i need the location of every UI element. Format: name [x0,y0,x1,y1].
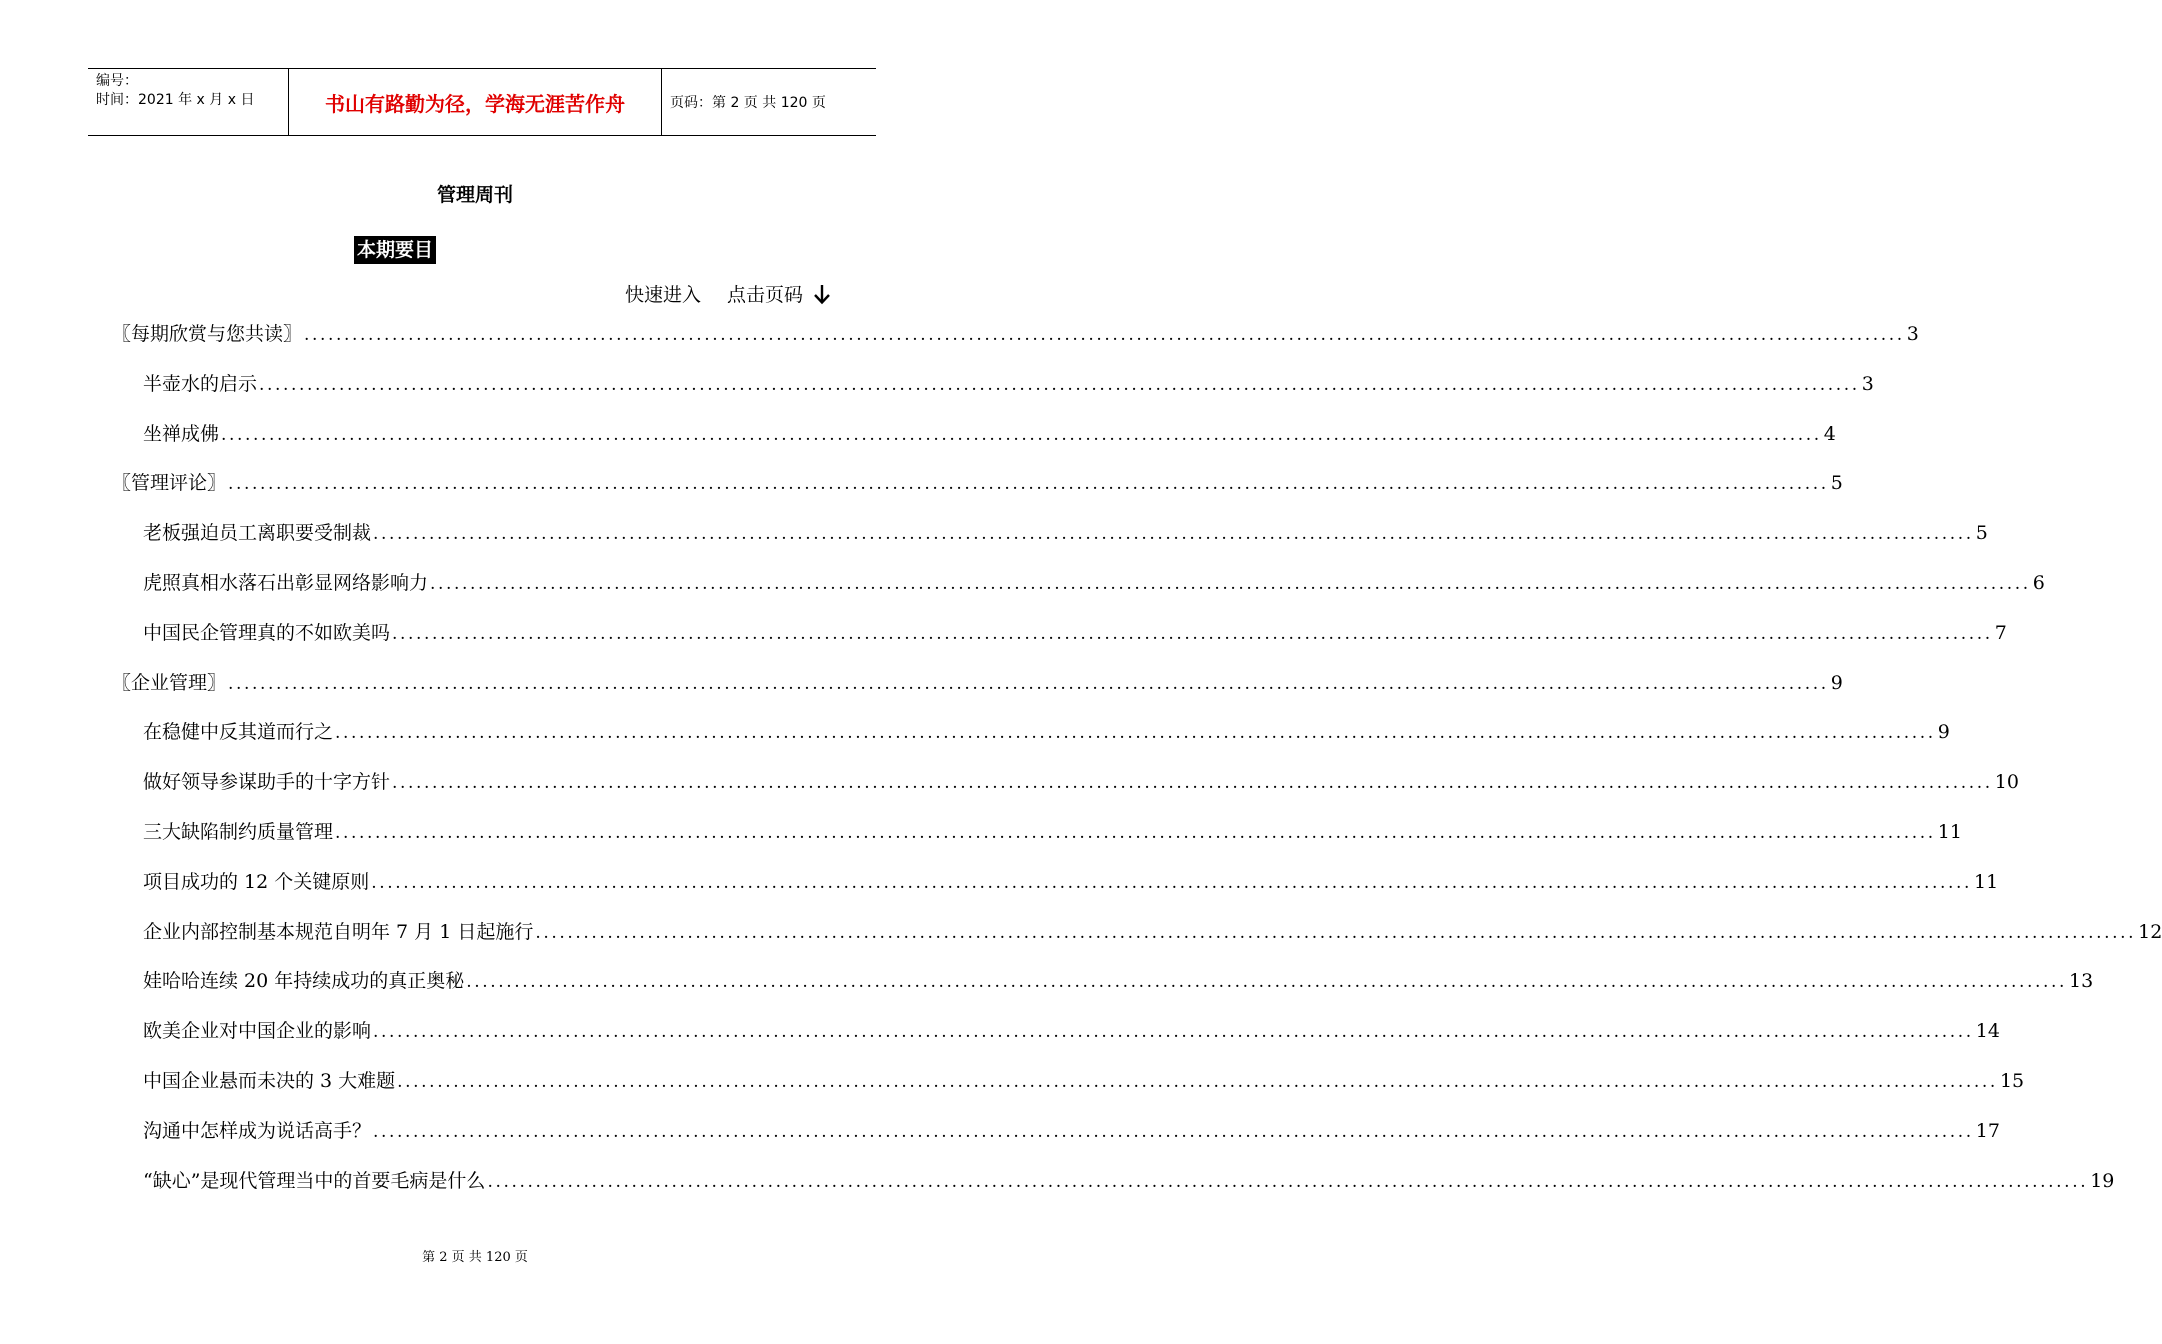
toc-dot-leader: ........................................................................................................................................................................................................ [373,524,1974,545]
toc-entry-title[interactable]: 虎照真相水落石出彰显网络影响力 [143,571,429,594]
header-time-label: 时间：2021 年 x 月 x 日 [96,92,255,108]
toc-entry-title[interactable]: 欧美企业对中国企业的影响 [143,1020,372,1043]
toc-entry-title[interactable]: 中国民企管理真的不如欧美吗 [143,621,391,644]
toc-entry-page[interactable]: 9 [1937,721,1950,744]
toc-entry[interactable] [112,1107,2000,1157]
toc-entry[interactable] [112,509,1988,559]
toc-entry-title[interactable]: 项目成功的 12 个关键原则 [143,870,370,893]
toc-entry[interactable] [112,908,2162,958]
toc-entry[interactable] [112,609,2007,659]
toc-entry-page[interactable]: 4 [1823,422,1836,445]
toc-entry[interactable] [112,957,2094,1007]
toc-entry[interactable] [112,1057,2025,1107]
toc-entry-title[interactable]: 三大缺陷制约质量管理 [143,820,334,843]
header-table [88,68,876,136]
arrow-down-icon [813,283,831,305]
quick-nav-click-page: 点击页码 [727,284,804,306]
toc-entry-page[interactable]: 15 [1999,1069,2025,1092]
toc-dot-leader: ........................................................................................................................................................................................................ [304,325,1905,345]
document-title: 管理周刊 [436,184,513,206]
toc-entry[interactable] [112,758,2019,808]
table-of-contents [112,310,2162,1206]
toc-entry-page[interactable]: 12 [2138,920,2162,943]
toc-dot-leader: ........................................................................................................................................................................................................ [259,374,1860,395]
toc-dot-leader: ........................................................................................................................................................................................................ [535,922,2137,943]
toc-entry[interactable] [112,410,1836,460]
toc-dot-leader: ........................................................................................................................................................................................................ [397,1071,1998,1092]
toc-entry-title[interactable]: 〖管理评论〗 [112,472,227,495]
toc-entry-page[interactable]: 3 [1861,372,1874,395]
quick-nav-enter: 快速进入 [625,284,702,306]
header-number-label: 编号： [96,73,138,89]
toc-dot-leader: ........................................................................................................................................................................................................ [228,673,1829,694]
toc-entry-page[interactable]: 9 [1830,671,1843,694]
toc-dot-leader: ........................................................................................................................................................................................................ [373,1121,1974,1142]
header-meta [88,69,288,135]
toc-entry-page[interactable]: 11 [1974,870,1999,893]
quick-nav [625,280,831,307]
toc-entry-page[interactable]: 5 [1975,522,1988,545]
toc-dot-leader: ........................................................................................................................................................................................................ [335,822,1936,843]
toc-dot-leader: ........................................................................................................................................................................................................ [373,1022,1974,1043]
toc-entry-page[interactable]: 13 [2069,970,2094,993]
toc-entry[interactable] [112,1007,2000,1057]
toc-entry-title[interactable]: 做好领导参谋助手的十字方针 [143,771,391,794]
toc-entry-title[interactable]: 中国企业悬而未决的 3 大难题 [143,1069,396,1092]
toc-dot-leader: ........................................................................................................................................................................................................ [335,723,1936,744]
page-footer: 第 2 页 共 120 页 [422,1250,528,1265]
toc-entry-title[interactable]: 坐禅成佛 [143,422,220,445]
toc-entry[interactable] [112,659,1843,709]
toc-entry-title[interactable]: 企业内部控制基本规范自明年 7 月 1 日起施行 [143,920,534,943]
toc-entry-title[interactable]: 〖每期欣赏与您共读〗 [112,323,303,345]
toc-entry-page[interactable]: 11 [1937,820,1962,843]
header-motto: 书山有路勤为径，学海无涯苦作舟 [288,69,662,135]
toc-entry-title[interactable]: 半壶水的启示 [143,372,258,395]
toc-entry-page[interactable]: 6 [2032,571,2045,594]
toc-entry[interactable] [112,459,1843,509]
toc-entry-title[interactable]: 〖企业管理〗 [112,671,227,694]
toc-entry[interactable] [112,1157,2115,1207]
toc-entry[interactable] [112,708,1950,758]
toc-dot-leader: ........................................................................................................................................................................................................ [228,474,1829,495]
toc-dot-leader: ........................................................................................................................................................................................................ [371,872,1973,893]
toc-entry-page[interactable]: 7 [1994,621,2007,644]
toc-entry-page[interactable]: 19 [2090,1169,2115,1192]
toc-dot-leader: ........................................................................................................................................................................................................ [221,424,1822,445]
toc-dot-leader: ........................................................................................................................................................................................................ [392,623,1993,644]
toc-entry[interactable] [112,858,1999,908]
toc-entry[interactable] [112,360,1874,410]
toc-entry[interactable] [112,808,1962,858]
toc-entry[interactable] [112,559,2045,609]
toc-entry[interactable] [112,310,1919,360]
toc-entry-page[interactable]: 10 [1994,771,2019,794]
toc-entry-title[interactable]: 在稳健中反其道而行之 [143,721,334,744]
toc-dot-leader: ........................................................................................................................................................................................................ [392,773,1993,794]
toc-entry-title[interactable]: “缺心”是现代管理当中的首要毛病是什么 [143,1169,486,1192]
toc-entry-title[interactable]: 娃哈哈连续 20 年持续成功的真正奥秘 [143,970,465,993]
toc-dot-leader: ........................................................................................................................................................................................................ [466,972,2068,993]
toc-entry-page[interactable]: 3 [1906,323,1919,345]
toc-dot-leader: ........................................................................................................................................................................................................ [487,1171,2089,1192]
toc-dot-leader: ........................................................................................................................................................................................................ [430,573,2031,594]
toc-entry-page[interactable]: 5 [1830,472,1843,495]
toc-entry-title[interactable]: 沟通中怎样成为说话高手？ [143,1119,372,1142]
toc-entry-page[interactable]: 14 [1975,1020,2000,1043]
header-page-info: 页码：第 2 页 共 120 页 [670,95,826,111]
toc-entry-title[interactable]: 老板强迫员工离职要受制裁 [143,522,372,545]
toc-entry-page[interactable]: 17 [1975,1119,2000,1142]
section-heading: 本期要目 [354,236,436,264]
